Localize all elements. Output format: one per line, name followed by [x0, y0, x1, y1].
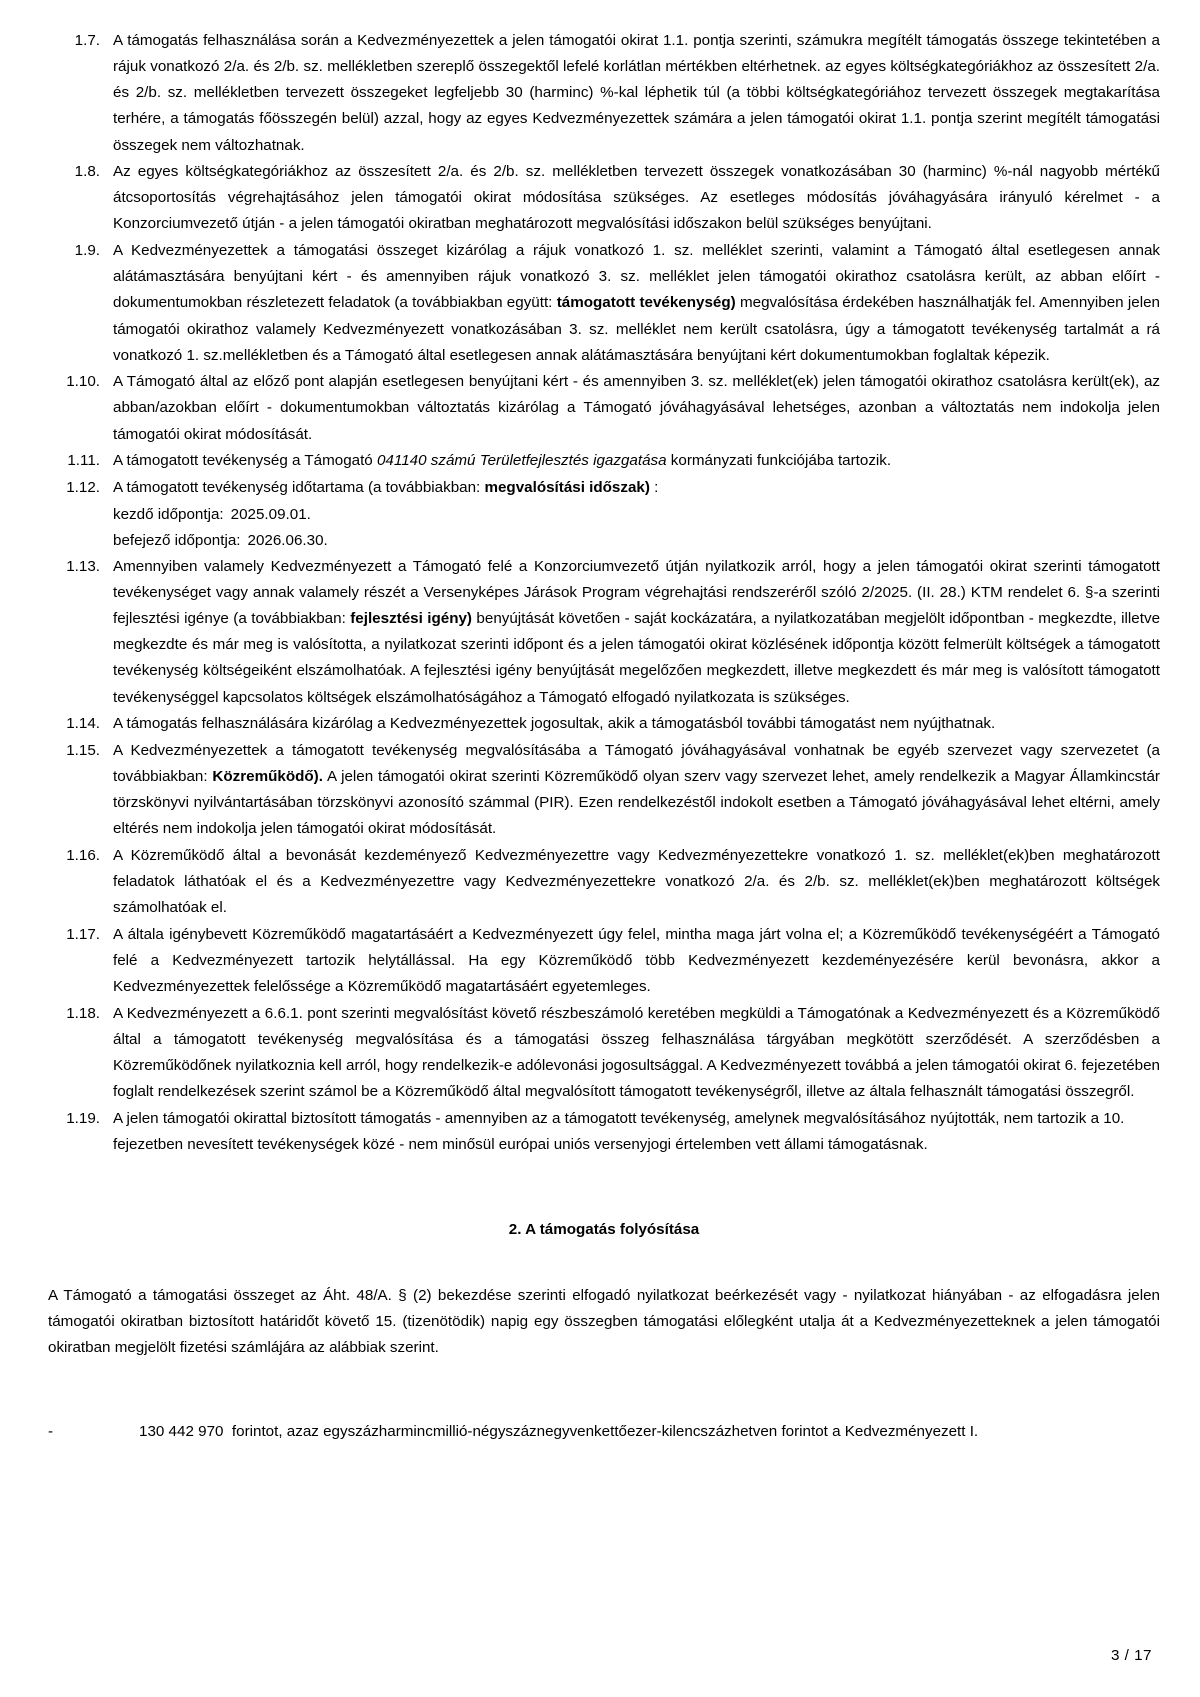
clause-1-19: [48, 1106, 1160, 1158]
vertical-spacer: [48, 1159, 1160, 1217]
clause-text: [100, 28, 1160, 159]
clause-segment: A Kedvezményezettek a támogatási összeget kizárólag a rájuk vonatkozó 1. sz. melléklet szerinti, valamint a Támogató által esetlegesen annak alátámasztására benyújtani kért - és amennyiben rájuk vonatkozó 3. sz. melléklet jelen támogatói okirathoz csatolásra került, az abban előírt - dokumentumokban részletezett feladatok (a továbbiakban együtt:: [113, 242, 1160, 312]
clause-segment-bold: megvalósítási időszak): [484, 478, 650, 496]
clause-number: 1.14.: [66, 715, 100, 733]
clause-segment: :: [649, 478, 659, 496]
clause-text: [100, 238, 1160, 369]
clause-segment: A általa igénybevett Közreműködő magatartásáért a Kedvezményezett úgy felel, mintha maga járt volna el; a Közreműködő tevékenységéért a Támogató felé a Kedvezményezett tartozik helytállással. Ha egy Közreműködő több Kedvezményezett kezdeményezésére kerül bevonásra, akkor a Kedvezményezettek felelőssége a Közreműködő magatartásáért egyetemleges.: [113, 925, 1160, 996]
clause-1-14: [48, 711, 1160, 737]
clause-1-10: [48, 369, 1160, 447]
clause-number: 1.18.: [66, 1004, 100, 1022]
clause-segment: A támogatott tevékenység időtartama (a továbbiakban:: [113, 478, 485, 496]
clause-segment: A Közreműködő által a bevonását kezdeményező Kedvezményezettre vagy Kedvezményezettekre vonatkozó 1. sz. melléklet(ek)ben meghatározott feladatok láthatóak el és a Kedvezményezettre vagy Kedvezményezettekre vonatkozó 2/a. és 2/b. sz. melléklet(ek)ben meghatározott költségek számolhatóak el.: [113, 846, 1160, 917]
period-start-line: [48, 502, 1160, 528]
clause-number: 1.12.: [66, 478, 100, 496]
clause-1-9: [48, 238, 1160, 369]
clause-segment-italic: 041140 számú Területfejlesztés igazgatása: [376, 452, 667, 470]
clause-1-18: [48, 1001, 1160, 1106]
clause-text: [100, 554, 1160, 711]
clause-1-16: [48, 843, 1160, 921]
clause-segment: A Kedvezményezettek a támogatott tevékenység megvalósításába a Támogató jóváhagyásával vonhatnak be egyéb szervezet vagy szervezetet (a továbbiakban:: [113, 741, 1160, 785]
vertical-spacer: [48, 1243, 1160, 1283]
clause-1-8: [48, 159, 1160, 237]
clause-segment: A támogatás felhasználása során a Kedvezményezettek a jelen támogatói okirat 1.1. pontja szerinti, számukra megítélt támogatás összege tekintetében a rájuk vonatkozó 2/a. és 2/b. sz. mellékletben szereplő összegektől lefelé korlátlan mértékben eltérhetnek. az egyes költségkategóriákhoz az összesített 2/a. és 2/b. sz. mellékletben tervezett összegeket legfeljebb 30 (harminc) %-kal léphetik túl (a többi költségkategóriához tervezett összegek megtakarítása terhére, a támogatás főösszegén belül) azzal, hogy az egyes Kedvezményezettek számára a jelen támogatói okirat 1.1. pontja szerint megítélt támogatási összegek nem változhatnak.: [113, 32, 1160, 154]
clause-1-11: [48, 448, 1160, 474]
clause-1-7: [48, 28, 1160, 159]
clause-segment: benyújtását követően - saját kockázatára, a nyilatkozatában megjelölt időpontban - megkezdte, illetve megkezdte és már meg is valósította, a nyilatkozat szerinti időpont és a jelen támogatói okirat közlésének időpontja között felmerült költségek a támogatott tevékenység költségeiként elszámolhatóak. A fejlesztési igény benyújtását megelőzően megkezdett, illetve megkezdett és már meg is valósított támogatott tevékenységgel kapcsolatos költségek elszámolhatóságához a Támogató elfogadó nyilatkozata is szükséges.: [113, 610, 1161, 706]
vertical-spacer: [48, 1361, 1160, 1419]
clause-segment: A jelen támogatói okirat szerinti Közreműködő olyan szerv vagy szervezet lehet, amely rendelkezik a Magyar Államkincstár törzskönyvi nyilvántartásában törzskönyvi azonosító számmal (PIR). Ezen rendelkezéstől indokolt esetben a Támogató jóváhagyásával lehet eltérni, amely eltérés nem indokolja jelen támogatói okirat módosítását.: [113, 767, 1160, 838]
clause-number: 1.13.: [66, 557, 100, 575]
clause-segment-bold: fejlesztési igény): [350, 610, 472, 628]
clause-segment: megvalósítása érdekében használhatják fel. Amennyiben jelen támogatói okirathoz valamely Kedvezményezett vonatkozásában 3. sz. melléklet nem került csatolásra, úgy a támogatott tevékenység tartalmát a rá vonatkozó 1. sz.mellékletben és a Támogató által esetlegesen annak alátámasztására benyújtani kért dokumentumokban foglaltak képezik.: [113, 294, 1160, 364]
clause-segment: A Támogató által az előző pont alapján esetlegesen benyújtani kért - és amennyiben 3. sz. melléklet(ek) jelen támogatói okirathoz csatolásra került(ek), az abban/azokban előírt - dokumentumokban változtatás kizárólag a Támogató jóváhagyásával lehetséges, azonban a változtatás nem indokolja jelen támogatói okirat módosítását.: [113, 373, 1160, 443]
clause-1-15: [48, 738, 1160, 843]
clause-number: 1.10.: [66, 373, 100, 391]
clause-text: [100, 448, 1160, 474]
period-end-value: 2026.06.30.: [247, 531, 328, 549]
clause-text: [100, 1106, 1160, 1158]
clause-number: 1.16.: [66, 846, 100, 864]
clause-1-13: [48, 554, 1160, 711]
clause-text: [100, 369, 1160, 447]
payment-description: forintot, azaz egyszázharmincmillió-négyszáznegyvenkettőezer-kilencszázhetven forintot a Kedvezményezett I.: [231, 1423, 979, 1441]
clause-number: 1.19.: [66, 1109, 100, 1127]
clause-number: 1.15.: [66, 741, 100, 759]
clause-text: [100, 711, 1160, 737]
payment-item: [48, 1419, 1160, 1445]
period-end-label: befejező időpontja:: [113, 531, 241, 549]
section-heading: 2. A támogatás folyósítása: [508, 1220, 700, 1238]
document-body: [48, 28, 1160, 1445]
clause-number: 1.11.: [67, 452, 100, 470]
clause-number: 1.7.: [74, 32, 100, 49]
bullet-dash: -: [48, 1423, 54, 1441]
clause-text: [100, 843, 1160, 921]
period-start-label: kezdő időpontja:: [113, 505, 224, 523]
payment-amount: 130 442 970: [139, 1423, 224, 1441]
clause-segment: A támogatás felhasználására kizárólag a Kedvezményezettek jogosultak, akik a támogatásból további támogatást nem nyújthatnak.: [113, 715, 996, 733]
clause-segment-bold: támogatott tevékenység): [556, 294, 736, 312]
clause-segment: A Kedvezményezett a 6.6.1. pont szerinti megvalósítást követő részbeszámoló keretében megküldi a Támogatónak a Kedvezményezett és a Közreműködő által a támogatott tevékenység megvalósítása és a támogatási összeg felhasználása tárgyában megkötött szerződését. A szerződésben a Közreműködőnek nyilatkoznia kell arról, hogy rendelkezik-e adólevonási jogosultsággal. A Kedvezményezett továbbá a jelen támogatói okirat 6. fejezetében foglalt rendelkezések szerint számol be a Közreműködő által megvalósított támogatott tevékenységről, illetve az általa felhasznált támogatási összegről.: [113, 1004, 1160, 1101]
section-paragraph: A Támogató a támogatási összeget az Áht. 48/A. § (2) bekezdése szerinti elfogadó nyilatkozat beérkezését vagy - nyilatkozat hiányában - az elfogadásra jelen támogatói okiratban biztosított határidőt követő 15. (tizenötödik) napig egy összegben támogatási előlegként utalja át a Kedvezményezetteknek a jelen támogatói okiratban megjelölt fizetési számlájára az alábbiak szerint.: [48, 1286, 1160, 1356]
clause-segment: A támogatott tevékenység a Támogató: [113, 452, 377, 470]
clause-number: 1.17.: [66, 925, 100, 943]
clause-text: [100, 1001, 1160, 1106]
page-number: 3 / 17: [1111, 1647, 1152, 1664]
clause-segment: kormányzati funkciójába tartozik.: [666, 452, 892, 470]
clause-text: [100, 738, 1160, 843]
clause-segment-bold: Közreműködő).: [212, 767, 323, 785]
payment-text: [60, 1419, 1160, 1445]
clause-number: 1.8.: [74, 163, 100, 181]
clause-segment: Amennyiben valamely Kedvezményezett a Támogató felé a Konzorciumvezető útján nyilatkozik arról, hogy a jelen támogatói okirat szerinti támogatott tevékenységet vagy annak valamely részét a Versenyképes Járások Program végrehajtási rendszeréről szóló 2/2025. (II. 28.) KTM rendelet 6. §-a szerinti fejlesztési igénye (a továbbiakban:: [113, 557, 1160, 628]
clause-segment: Az egyes költségkategóriákhoz az összesített 2/a. és 2/b. sz. mellékletben tervezett összegek vonatkozásában 30 (harminc) %-nál nagyobb mértékű átcsoportosítás végrehajtásához jelen támogatói okirat módosítása szükséges. Az esetleges módosítás jóváhagyására irányuló kérelmet - a Konzorciumvezető útján - a jelen támogatói okiratban meghatározott megvalósítási időszakon belül szükséges benyújtani.: [113, 163, 1160, 233]
period-end-line: [48, 528, 1160, 554]
clause-segment: A jelen támogatói okirattal biztosított támogatás - amennyiben az a támogatott tevékenység, amelynek megvalósításához nyújtották, nem tartozik a 10. fejezetben nevesített tevékenységek közé - nem minősül európai uniós versenyjogi értelemben vett állami támogatásnak.: [113, 1109, 1125, 1153]
period-start-value: 2025.09.01.: [230, 505, 311, 523]
clause-1-17: [48, 922, 1160, 1000]
clause-number: 1.9.: [74, 242, 100, 260]
clause-text: [100, 475, 1160, 501]
clause-1-12: [48, 475, 1160, 501]
clause-text: [100, 922, 1160, 1000]
clause-text: [100, 159, 1160, 237]
